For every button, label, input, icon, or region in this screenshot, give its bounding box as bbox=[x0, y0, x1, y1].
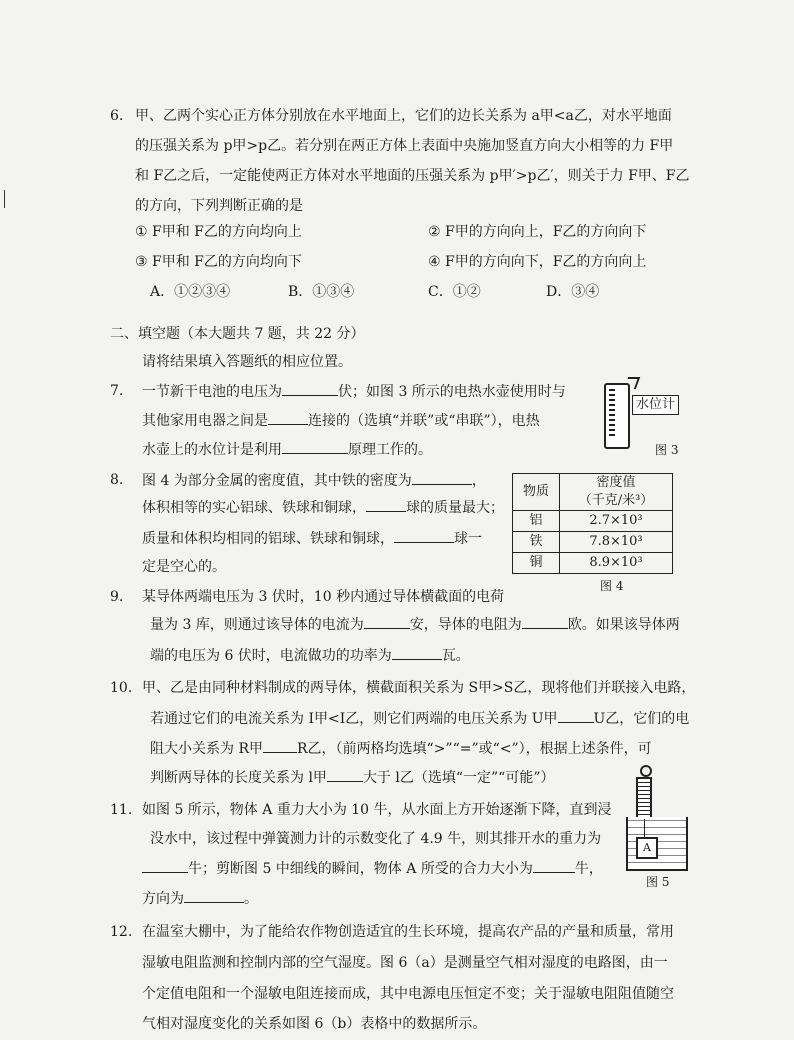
answer-blank bbox=[364, 614, 410, 629]
table-header-density-line1: 密度值 bbox=[596, 475, 636, 490]
answer-blank bbox=[533, 858, 575, 873]
q8-line2 bbox=[142, 497, 504, 518]
q9-text: 安，导体的电阻为 bbox=[409, 617, 522, 633]
table-cell-material: 铁 bbox=[513, 532, 560, 553]
q8-text: 质量和体积均相同的铝球、铁球和铜球， bbox=[142, 531, 394, 547]
table-row bbox=[513, 511, 673, 532]
q6-number: 6. bbox=[110, 108, 124, 124]
table-header-material: 物质 bbox=[513, 474, 560, 511]
q6-choice-b: B．①③④ bbox=[288, 284, 355, 300]
q12-line1: 在温室大棚中，为了能给农作物创造适宜的生长环境，提高农产品的产量和质量，常用 bbox=[142, 924, 674, 940]
q7-line3 bbox=[142, 439, 432, 460]
q11-line2: 没水中，该过程中弹簧测力计的示数变化了 4.9 牛，则其排开水的重力为 bbox=[150, 831, 602, 847]
q10-number: 10. bbox=[110, 680, 133, 696]
q8-text: 球一 bbox=[454, 531, 482, 547]
q8-text: 图 4 为部分金属的密度值，其中铁的密度为 bbox=[142, 473, 412, 489]
answer-blank bbox=[142, 858, 188, 873]
water-gauge-label: 水位计 bbox=[632, 395, 679, 415]
q6-option-1: ① F甲和 F乙的方向均向上 bbox=[135, 224, 302, 240]
figure-3-caption: 图 3 bbox=[655, 443, 679, 457]
figure-4-density-table bbox=[512, 473, 673, 574]
q10-text: 判断两导体的长度关系为 l甲 bbox=[150, 770, 327, 786]
answer-blank bbox=[282, 439, 348, 454]
table-cell-density: 7.8×10³ bbox=[560, 532, 673, 553]
text-cursor bbox=[4, 190, 5, 208]
q10-line2 bbox=[150, 708, 689, 729]
section-title: 二、填空题（本大题共 7 题，共 22 分） bbox=[110, 326, 365, 342]
q11-line4 bbox=[142, 888, 258, 909]
q12-line2: 湿敏电阻监测和控制内部的空气湿度。图 6（a）是测量空气相对湿度的电路图，由一 bbox=[142, 955, 668, 971]
table-cell-material: 铜 bbox=[513, 553, 560, 574]
q7-text: 一节新干电池的电压为 bbox=[142, 384, 282, 400]
q7-text: 其他家用电器之间是 bbox=[142, 413, 268, 429]
q9-line2 bbox=[150, 614, 680, 635]
q11-text: 牛；剪断图 5 中细线的瞬间，物体 A 所受的合力大小为 bbox=[188, 861, 533, 877]
figure-5-spring-scale bbox=[620, 765, 700, 889]
q10-text: 阻大小关系为 R甲 bbox=[150, 741, 263, 757]
answer-blank bbox=[522, 614, 568, 629]
answer-blank bbox=[327, 767, 363, 782]
q6-line1: 甲、乙两个实心正方体分别放在水平地面上，它们的边长关系为 a甲<a乙，对水平地面 bbox=[135, 108, 672, 124]
q6-line2: 的压强关系为 p甲>p乙。若分别在两正方体上表面中央施加竖直方向大小相等的力 F甲 bbox=[135, 138, 674, 154]
q11-text: 牛， bbox=[574, 861, 603, 877]
section-instruction: 请将结果填入答题纸的相应位置。 bbox=[142, 354, 352, 370]
q9-line1: 某导体两端电压为 3 伏时，10 秒内通过导体横截面的电荷 bbox=[142, 589, 505, 605]
q10-text: U乙，它们的电 bbox=[593, 711, 690, 727]
answer-blank bbox=[263, 738, 297, 753]
q7-text: 原理工作的。 bbox=[348, 442, 432, 458]
q8-line3 bbox=[142, 528, 482, 549]
q8-line4: 定是空心的。 bbox=[142, 559, 226, 575]
answer-blank bbox=[558, 708, 594, 723]
q8-number: 8. bbox=[110, 472, 124, 488]
answer-blank bbox=[184, 888, 244, 903]
figure-3-kettle bbox=[592, 375, 690, 457]
table-cell-density: 2.7×10³ bbox=[560, 511, 673, 532]
q9-line3 bbox=[150, 645, 470, 666]
q6-choice-a: A．①②③④ bbox=[150, 284, 231, 300]
q11-line3 bbox=[142, 858, 603, 879]
q10-line4 bbox=[150, 767, 555, 788]
kettle-body bbox=[604, 383, 630, 449]
answer-blank bbox=[394, 528, 454, 543]
q11-text: 。 bbox=[244, 891, 258, 907]
q6-choice-d: D．③④ bbox=[546, 284, 600, 300]
q6-option-4: ④ F甲的方向向下，F乙的方向向上 bbox=[428, 254, 647, 270]
answer-blank bbox=[392, 645, 442, 660]
q7-line1 bbox=[142, 381, 566, 402]
q9-text: 欧。如果该导体两 bbox=[567, 617, 680, 633]
q7-text: 水壶上的水位计是利用 bbox=[142, 442, 282, 458]
q9-text: 瓦。 bbox=[441, 648, 470, 664]
q7-line2 bbox=[142, 410, 540, 431]
q12-line4: 气相对湿度变化的关系如图 6（b）表格中的数据所示。 bbox=[142, 1016, 487, 1032]
q6-line4: 的方向，下列判断正确的是 bbox=[135, 198, 303, 214]
q6-option-3: ③ F甲和 F乙的方向均向下 bbox=[135, 254, 302, 270]
figure-4-caption: 图 4 bbox=[600, 579, 624, 593]
q7-number: 7. bbox=[110, 383, 124, 399]
figure-5-caption: 图 5 bbox=[646, 875, 670, 889]
q7-text: 连接的（选填“并联”或“串联”），电热 bbox=[308, 413, 540, 429]
q7-text: 伏；如图 3 所示的电热水壶使用时与 bbox=[338, 384, 566, 400]
q12-line3: 个定值电阻和一个湿敏电阻连接而成，其中电源电压恒定不变；关于湿敏电阻阻值随空 bbox=[142, 986, 674, 1002]
q9-text: 量为 3 库，则通过该导体的电流为 bbox=[150, 617, 364, 633]
q6-line3: 和 F乙之后，一定能使两正方体对水平地面的压强关系为 p甲′>p乙′，则关于力 F甲、F乙 bbox=[135, 168, 690, 184]
spring-scale bbox=[636, 777, 652, 821]
table-cell-material: 铝 bbox=[513, 511, 560, 532]
q11-number: 11. bbox=[110, 802, 133, 818]
q11-line1: 如图 5 所示，物体 A 重力大小为 10 牛，从水面上方开始逐渐下降，直到浸 bbox=[142, 802, 612, 818]
q10-text: 大于 l乙（选填“一定”“可能”） bbox=[362, 770, 555, 786]
q10-line1: 甲、乙是由同种材料制成的两导体，横截面积关系为 S甲>S乙，现将他们并联接入电路， bbox=[142, 680, 696, 696]
table-header-density bbox=[560, 474, 673, 511]
table-row bbox=[513, 553, 673, 574]
q12-number: 12. bbox=[110, 924, 133, 940]
q6-option-2: ② F甲的方向向上，F乙的方向向下 bbox=[428, 224, 647, 240]
answer-blank bbox=[366, 497, 406, 512]
table-header-density-line2: （千克/米³） bbox=[578, 493, 654, 508]
q9-number: 9. bbox=[110, 589, 124, 605]
scale-ring bbox=[640, 765, 652, 777]
table-cell-density: 8.9×10³ bbox=[560, 553, 673, 574]
thread bbox=[644, 819, 645, 837]
q10-text: 若通过它们的电流关系为 I甲<I乙，则它们两端的电压关系为 U甲 bbox=[150, 711, 558, 727]
q6-choice-c: C．①② bbox=[428, 284, 481, 300]
q8-text: 体积相等的实心铝球、铁球和铜球， bbox=[142, 500, 366, 516]
water-level-gauge bbox=[609, 389, 615, 437]
q10-text: R乙，（前两格均选填“>”“=”或“<”），根据上述条件，可 bbox=[297, 741, 652, 757]
object-a: A bbox=[636, 837, 658, 859]
q8-text: 球的质量最大； bbox=[406, 500, 504, 516]
q9-text: 端的电压为 6 伏时，电流做功的功率为 bbox=[150, 648, 392, 664]
answer-blank bbox=[412, 470, 472, 485]
q10-line3 bbox=[150, 738, 652, 759]
q8-text: ， bbox=[471, 473, 486, 489]
answer-blank bbox=[268, 410, 308, 425]
q8-line1 bbox=[142, 470, 486, 491]
answer-blank bbox=[282, 381, 338, 396]
q11-text: 方向为 bbox=[142, 891, 184, 907]
table-row bbox=[513, 532, 673, 553]
